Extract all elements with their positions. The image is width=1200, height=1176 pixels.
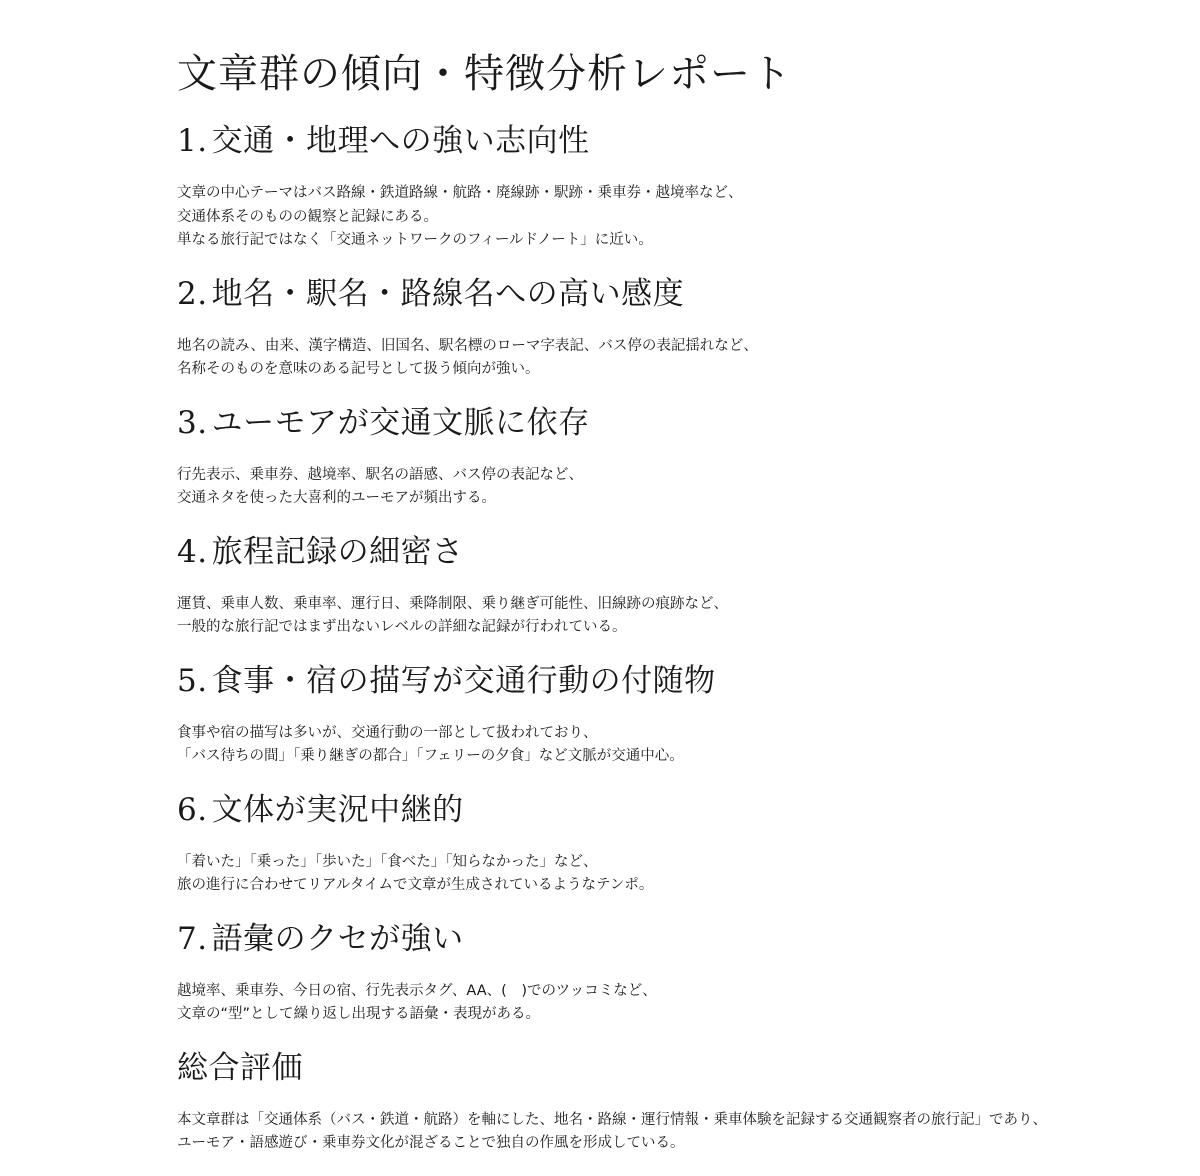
section-1 bbox=[177, 120, 1137, 253]
section-heading-text: 旅程記録の細密さ bbox=[211, 533, 464, 570]
body-line: 単なる旅行記ではなく「交通ネットワークのフィールドノート」に近い。 bbox=[177, 232, 653, 248]
section-heading-text: 総合評価 bbox=[177, 1049, 303, 1086]
body-line: 文章の中心テーマはバス路線・鉄道路線・航路・廃線跡・駅跡・乗車券・越境率など、 bbox=[177, 185, 743, 201]
page-title: 文章群の傾向・特徴分析レポート bbox=[177, 51, 792, 97]
body-line: 運賃、乗車人数、乗車率、運行日、乗降制限、乗り継ぎ可能性、旧線跡の痕跡など、 bbox=[177, 595, 728, 612]
section-5 bbox=[177, 660, 1137, 769]
section-heading bbox=[177, 789, 1137, 831]
section-heading-text: 文体が実況中継的 bbox=[211, 791, 464, 828]
section-heading bbox=[177, 1047, 1137, 1089]
body-line: 行先表示、乗車券、越境率、駅名の語感、バス停の表記など、 bbox=[177, 466, 583, 483]
body-line: 越境率、乗車券、今日の宿、行先表示タグ、AA、( )でのツッコミなど、 bbox=[177, 982, 657, 999]
body-line: 一般的な旅行記ではまず出ないレベルの詳細な記録が行われている。 bbox=[177, 619, 627, 635]
section-heading-text: 語彙のクセが強い bbox=[211, 920, 464, 957]
section-heading-text: 食事・宿の描写が交通行動の付随物 bbox=[211, 662, 716, 699]
section-body bbox=[177, 980, 1137, 1027]
section-body bbox=[177, 851, 1137, 898]
body-line: 食事や宿の描写は多いが、交通行動の一部として扱われており、 bbox=[177, 724, 598, 741]
section-number: 3. bbox=[177, 404, 208, 441]
section-heading-text: 交通・地理への強い志向性 bbox=[211, 123, 590, 159]
body-line: ユーモア・語感遊び・乗車券文化が混ざることで独自の作風を形成している。 bbox=[177, 1135, 685, 1151]
section-7 bbox=[177, 918, 1137, 1027]
section-body bbox=[177, 335, 1137, 382]
body-line: 地名の読み、由来、漢字構造、旧国名、駅名標のローマ字表記、バス停の表記揺れなど、 bbox=[177, 337, 758, 354]
section-number: 6. bbox=[177, 791, 208, 828]
section-heading-text: ユーモアが交通文脈に依存 bbox=[211, 404, 590, 441]
section-number: 1. bbox=[177, 123, 208, 159]
body-line: 交通体系そのものの観察と記録にある。 bbox=[177, 208, 438, 225]
section-number: 4. bbox=[177, 533, 208, 570]
section-heading bbox=[177, 531, 1137, 573]
body-line: 名称そのものを意味のある記号として扱う傾向が強い。 bbox=[177, 361, 540, 377]
section-body bbox=[177, 593, 1137, 640]
body-line: 文章の“型”として繰り返し出現する語彙・表現がある。 bbox=[177, 1006, 541, 1022]
section-number: 2. bbox=[177, 275, 208, 312]
report-document bbox=[177, 48, 1137, 1176]
body-line: 「バス待ちの間」「乗り継ぎの都合」「フェリーの夕食」など文脈が交通中心。 bbox=[177, 748, 684, 764]
body-line: 「着いた」「乗った」「歩いた」「食べた」「知らなかった」など、 bbox=[177, 853, 598, 870]
section-heading bbox=[177, 402, 1137, 444]
section-number: 5. bbox=[177, 662, 208, 699]
section-6 bbox=[177, 789, 1137, 898]
section-body bbox=[177, 1109, 1137, 1156]
body-line: 旅の進行に合わせてリアルタイムで文章が生成されているようなテンポ。 bbox=[177, 877, 654, 893]
body-line: 交通ネタを使った大喜利的ユーモアが頻出する。 bbox=[177, 490, 496, 506]
section-heading bbox=[177, 660, 1137, 702]
section-body bbox=[177, 464, 1137, 511]
section-heading bbox=[177, 918, 1137, 960]
section-body bbox=[177, 722, 1137, 769]
section-heading bbox=[177, 273, 1137, 315]
body-line: 本文章群は「交通体系（バス・鉄道・航路）を軸にした、地名・路線・運行情報・乗車体験を記録する交通観察者の旅行記」であり、 bbox=[177, 1111, 1047, 1128]
section-3 bbox=[177, 402, 1137, 511]
section-heading bbox=[177, 120, 1137, 162]
section-body bbox=[177, 182, 1137, 253]
section-2 bbox=[177, 273, 1137, 382]
section-4 bbox=[177, 531, 1137, 640]
section-number: 7. bbox=[177, 920, 208, 957]
section-summary bbox=[177, 1047, 1137, 1156]
section-heading-text: 地名・駅名・路線名への高い感度 bbox=[211, 275, 685, 312]
